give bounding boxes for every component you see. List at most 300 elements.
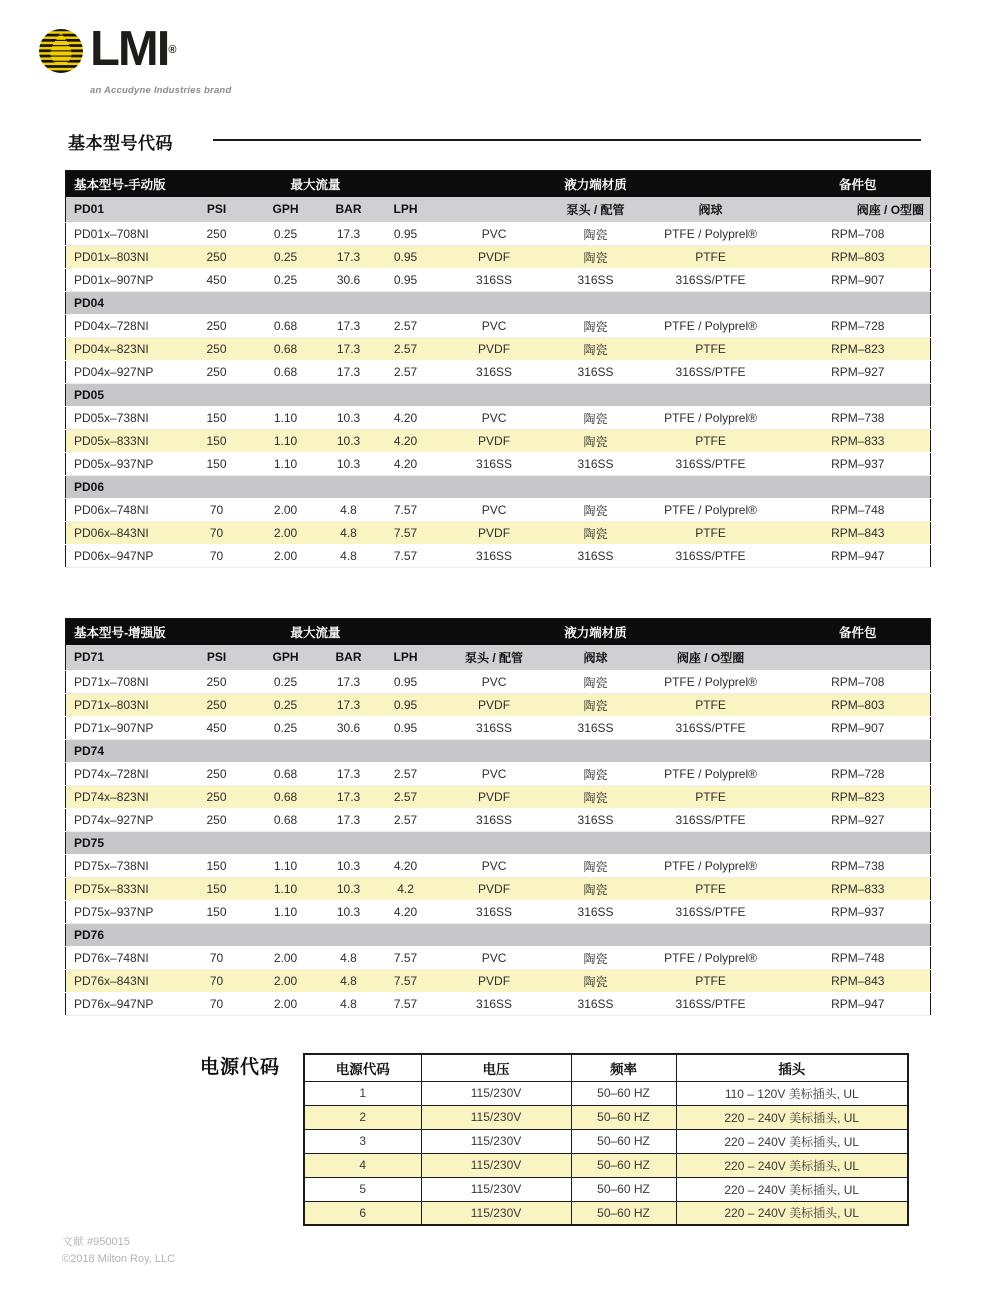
- value-cell: 陶瓷: [556, 855, 636, 878]
- value-cell: 陶瓷: [556, 407, 636, 430]
- power-row: [304, 1177, 908, 1201]
- table-row: [66, 694, 931, 717]
- value-cell: 17.3: [319, 763, 379, 786]
- value-cell: 0.68: [253, 338, 319, 361]
- value-cell: RPM–833: [786, 430, 931, 453]
- lmi-drop-icon: [38, 28, 84, 79]
- model-cell: PD04x–728NI: [66, 315, 181, 338]
- value-cell: 316SS: [433, 717, 556, 740]
- value-cell: PVC: [433, 499, 556, 522]
- footer-doc-number: 文献 #950015: [62, 1236, 130, 1248]
- value-cell: RPM–803: [786, 246, 931, 269]
- value-cell: 4.8: [319, 970, 379, 993]
- value-cell: RPM–708: [786, 671, 931, 694]
- model-cell: PD05x–833NI: [66, 430, 181, 453]
- power-value-cell: 220 – 240V 美标插头, UL: [676, 1153, 908, 1177]
- page-title: 基本型号代码: [68, 134, 173, 153]
- section-label: PD05: [66, 384, 931, 407]
- model-cell: PD04x–823NI: [66, 338, 181, 361]
- value-cell: 0.95: [379, 223, 433, 246]
- table-row: [66, 786, 931, 809]
- value-cell: 4.20: [379, 407, 433, 430]
- value-cell: 316SS: [556, 901, 636, 924]
- section-row: [66, 292, 931, 315]
- table-row: [66, 717, 931, 740]
- band-spacer: [636, 619, 786, 645]
- value-cell: 4.8: [319, 499, 379, 522]
- power-value-cell: 220 – 240V 美标插头, UL: [676, 1105, 908, 1129]
- value-cell: 4.20: [379, 430, 433, 453]
- value-cell: 10.3: [319, 855, 379, 878]
- value-cell: PVDF: [433, 522, 556, 545]
- value-cell: PTFE / Polyprel®: [636, 855, 786, 878]
- value-cell: 316SS: [433, 901, 556, 924]
- value-cell: 1.10: [253, 407, 319, 430]
- power-value-cell: 110 – 120V 美标插头, UL: [676, 1081, 908, 1105]
- value-cell: 70: [181, 947, 253, 970]
- power-value-cell: 115/230V: [421, 1081, 571, 1105]
- value-cell: 1.10: [253, 453, 319, 476]
- value-cell: PVC: [433, 763, 556, 786]
- model-cell: PD05x–738NI: [66, 407, 181, 430]
- value-cell: 0.95: [379, 717, 433, 740]
- model-cell: PD05x–937NP: [66, 453, 181, 476]
- section-label: PD76: [66, 924, 931, 947]
- value-cell: 陶瓷: [556, 970, 636, 993]
- power-value-cell: 50–60 HZ: [571, 1201, 676, 1225]
- value-cell: 250: [181, 763, 253, 786]
- value-cell: PVDF: [433, 338, 556, 361]
- value-cell: 4.2: [379, 878, 433, 901]
- section-label: PD06: [66, 476, 931, 499]
- table-row: [66, 901, 931, 924]
- lmi-wordmark: LMI®: [90, 22, 177, 76]
- table-row: [66, 855, 931, 878]
- value-cell: 150: [181, 878, 253, 901]
- table-row: [66, 269, 931, 292]
- value-cell: RPM–803: [786, 694, 931, 717]
- value-cell: 2.57: [379, 338, 433, 361]
- value-cell: PTFE / Polyprel®: [636, 763, 786, 786]
- value-cell: 70: [181, 970, 253, 993]
- band-series-label: 基本型号-增强版: [66, 619, 253, 645]
- column-header: [786, 645, 931, 671]
- value-cell: PTFE: [636, 878, 786, 901]
- value-cell: 450: [181, 717, 253, 740]
- value-cell: PTFE: [636, 970, 786, 993]
- model-table-enhanced: [65, 618, 931, 1016]
- value-cell: RPM–927: [786, 809, 931, 832]
- value-cell: PTFE: [636, 522, 786, 545]
- value-cell: 2.00: [253, 947, 319, 970]
- value-cell: 250: [181, 338, 253, 361]
- section-row: [66, 832, 931, 855]
- value-cell: 陶瓷: [556, 246, 636, 269]
- value-cell: 陶瓷: [556, 315, 636, 338]
- value-cell: PVC: [433, 407, 556, 430]
- value-cell: 450: [181, 269, 253, 292]
- value-cell: 0.95: [379, 671, 433, 694]
- value-cell: 0.95: [379, 694, 433, 717]
- value-cell: 2.00: [253, 522, 319, 545]
- value-cell: RPM–738: [786, 855, 931, 878]
- section-row: [66, 740, 931, 763]
- value-cell: 陶瓷: [556, 763, 636, 786]
- band-materials-label: 液力端材质: [556, 619, 636, 645]
- value-cell: 0.95: [379, 269, 433, 292]
- value-cell: RPM–937: [786, 901, 931, 924]
- value-cell: 250: [181, 786, 253, 809]
- section-row: [66, 924, 931, 947]
- value-cell: 10.3: [319, 430, 379, 453]
- band-materials-label: 液力端材质: [556, 171, 636, 197]
- value-cell: 陶瓷: [556, 947, 636, 970]
- value-cell: PTFE / Polyprel®: [636, 407, 786, 430]
- model-cell: PD74x–927NP: [66, 809, 181, 832]
- value-cell: 250: [181, 694, 253, 717]
- value-cell: PTFE: [636, 786, 786, 809]
- band-maxflow-label: 最大流量: [253, 171, 379, 197]
- value-cell: 70: [181, 522, 253, 545]
- value-cell: 10.3: [319, 407, 379, 430]
- value-cell: 316SS: [433, 453, 556, 476]
- title-rule: [213, 139, 921, 141]
- value-cell: RPM–937: [786, 453, 931, 476]
- value-cell: 0.68: [253, 361, 319, 384]
- value-cell: RPM–833: [786, 878, 931, 901]
- value-cell: RPM–927: [786, 361, 931, 384]
- value-cell: 4.20: [379, 453, 433, 476]
- value-cell: 0.68: [253, 809, 319, 832]
- value-cell: 2.00: [253, 545, 319, 568]
- value-cell: 4.20: [379, 901, 433, 924]
- value-cell: 1.10: [253, 855, 319, 878]
- value-cell: 17.3: [319, 809, 379, 832]
- value-cell: RPM–728: [786, 763, 931, 786]
- value-cell: 2.57: [379, 361, 433, 384]
- value-cell: 316SS: [433, 545, 556, 568]
- value-cell: 316SS: [556, 809, 636, 832]
- value-cell: 316SS: [433, 361, 556, 384]
- power-value-cell: 50–60 HZ: [571, 1081, 676, 1105]
- power-header-row: [304, 1054, 908, 1081]
- value-cell: PTFE / Polyprel®: [636, 223, 786, 246]
- power-value-cell: 50–60 HZ: [571, 1129, 676, 1153]
- value-cell: 10.3: [319, 878, 379, 901]
- value-cell: 0.68: [253, 315, 319, 338]
- value-cell: 4.8: [319, 545, 379, 568]
- power-row: [304, 1153, 908, 1177]
- value-cell: 316SS/PTFE: [636, 361, 786, 384]
- power-value-cell: 50–60 HZ: [571, 1177, 676, 1201]
- value-cell: RPM–738: [786, 407, 931, 430]
- power-row: [304, 1081, 908, 1105]
- value-cell: 250: [181, 246, 253, 269]
- value-cell: 7.57: [379, 545, 433, 568]
- power-code-cell: 2: [304, 1105, 421, 1129]
- model-cell: PD74x–728NI: [66, 763, 181, 786]
- power-value-cell: 115/230V: [421, 1153, 571, 1177]
- value-cell: 316SS/PTFE: [636, 453, 786, 476]
- value-cell: 陶瓷: [556, 694, 636, 717]
- value-cell: PTFE / Polyprel®: [636, 315, 786, 338]
- value-cell: 7.57: [379, 522, 433, 545]
- value-cell: PVC: [433, 315, 556, 338]
- model-cell: PD75x–738NI: [66, 855, 181, 878]
- value-cell: 1.10: [253, 430, 319, 453]
- value-cell: 316SS: [556, 717, 636, 740]
- band-spacer: [636, 171, 786, 197]
- value-cell: 2.57: [379, 809, 433, 832]
- table-row: [66, 671, 931, 694]
- value-cell: 250: [181, 671, 253, 694]
- power-value-cell: 115/230V: [421, 1129, 571, 1153]
- value-cell: 0.25: [253, 223, 319, 246]
- power-row: [304, 1201, 908, 1225]
- value-cell: PTFE: [636, 430, 786, 453]
- power-code-cell: 3: [304, 1129, 421, 1153]
- column-header: 泵头 / 配管: [556, 197, 636, 223]
- column-header-row: [66, 645, 931, 671]
- value-cell: 250: [181, 361, 253, 384]
- value-cell: PVDF: [433, 970, 556, 993]
- value-cell: PVDF: [433, 430, 556, 453]
- section-label: PD74: [66, 740, 931, 763]
- table-row: [66, 338, 931, 361]
- value-cell: RPM–728: [786, 315, 931, 338]
- column-header: LPH: [379, 645, 433, 671]
- table-row: [66, 453, 931, 476]
- value-cell: 7.57: [379, 947, 433, 970]
- value-cell: 4.8: [319, 947, 379, 970]
- value-cell: 陶瓷: [556, 522, 636, 545]
- value-cell: 150: [181, 855, 253, 878]
- section-row: [66, 384, 931, 407]
- lmi-tagline: an Accudyne Industries brand: [90, 85, 232, 96]
- value-cell: RPM–947: [786, 545, 931, 568]
- section-label: PD04: [66, 292, 931, 315]
- value-cell: PVC: [433, 671, 556, 694]
- band-series-label: 基本型号-手动版: [66, 171, 253, 197]
- power-value-cell: 115/230V: [421, 1201, 571, 1225]
- value-cell: RPM–748: [786, 947, 931, 970]
- power-code-label: 电源代码: [200, 1057, 281, 1078]
- power-value-cell: 50–60 HZ: [571, 1105, 676, 1129]
- value-cell: 316SS/PTFE: [636, 545, 786, 568]
- value-cell: 150: [181, 453, 253, 476]
- value-cell: RPM–843: [786, 970, 931, 993]
- value-cell: 陶瓷: [556, 430, 636, 453]
- footer-copyright: ©2018 Milton Roy, LLC: [62, 1252, 176, 1265]
- value-cell: 17.3: [319, 361, 379, 384]
- value-cell: RPM–823: [786, 786, 931, 809]
- value-cell: RPM–843: [786, 522, 931, 545]
- section-row: [66, 476, 931, 499]
- column-header: 阀座 / O型圈: [636, 645, 786, 671]
- column-header: 阀球: [556, 645, 636, 671]
- value-cell: 陶瓷: [556, 499, 636, 522]
- power-value-cell: 115/230V: [421, 1105, 571, 1129]
- value-cell: PVDF: [433, 694, 556, 717]
- section-label: PD75: [66, 832, 931, 855]
- value-cell: PVDF: [433, 246, 556, 269]
- table-row: [66, 223, 931, 246]
- value-cell: 10.3: [319, 453, 379, 476]
- table-row: [66, 993, 931, 1016]
- model-cell: PD01x–708NI: [66, 223, 181, 246]
- power-value-cell: 115/230V: [421, 1177, 571, 1201]
- value-cell: 17.3: [319, 671, 379, 694]
- table-row: [66, 430, 931, 453]
- value-cell: 250: [181, 315, 253, 338]
- power-column-header: 电源代码: [304, 1054, 421, 1081]
- value-cell: 316SS/PTFE: [636, 717, 786, 740]
- table-row: [66, 499, 931, 522]
- value-cell: PTFE / Polyprel®: [636, 499, 786, 522]
- power-row: [304, 1105, 908, 1129]
- value-cell: RPM–907: [786, 717, 931, 740]
- power-value-cell: 220 – 240V 美标插头, UL: [676, 1177, 908, 1201]
- power-code-cell: 6: [304, 1201, 421, 1225]
- power-code-cell: 4: [304, 1153, 421, 1177]
- value-cell: 316SS/PTFE: [636, 993, 786, 1016]
- band-spacer: [379, 619, 556, 645]
- value-cell: 316SS: [556, 269, 636, 292]
- column-header: [433, 197, 556, 223]
- value-cell: 陶瓷: [556, 223, 636, 246]
- value-cell: 70: [181, 545, 253, 568]
- value-cell: 150: [181, 901, 253, 924]
- value-cell: 2.57: [379, 786, 433, 809]
- value-cell: 2.57: [379, 763, 433, 786]
- value-cell: 316SS/PTFE: [636, 269, 786, 292]
- value-cell: 316SS: [556, 993, 636, 1016]
- power-code-cell: 1: [304, 1081, 421, 1105]
- value-cell: PTFE: [636, 338, 786, 361]
- value-cell: 17.3: [319, 338, 379, 361]
- value-cell: 30.6: [319, 717, 379, 740]
- power-value-cell: 220 – 240V 美标插头, UL: [676, 1129, 908, 1153]
- power-column-header: 频率: [571, 1054, 676, 1081]
- table-row: [66, 522, 931, 545]
- model-cell: PD71x–907NP: [66, 717, 181, 740]
- power-value-cell: 220 – 240V 美标插头, UL: [676, 1201, 908, 1225]
- power-column-header: 插头: [676, 1054, 908, 1081]
- value-cell: 316SS/PTFE: [636, 809, 786, 832]
- value-cell: 0.25: [253, 246, 319, 269]
- value-cell: 7.57: [379, 970, 433, 993]
- model-cell: PD75x–833NI: [66, 878, 181, 901]
- column-header: BAR: [319, 197, 379, 223]
- model-cell: PD01x–803NI: [66, 246, 181, 269]
- value-cell: 0.25: [253, 671, 319, 694]
- value-cell: 316SS: [433, 269, 556, 292]
- model-cell: PD76x–947NP: [66, 993, 181, 1016]
- table-row: [66, 315, 931, 338]
- value-cell: RPM–907: [786, 269, 931, 292]
- table-row: [66, 407, 931, 430]
- value-cell: 0.68: [253, 763, 319, 786]
- value-cell: 150: [181, 430, 253, 453]
- table-row: [66, 970, 931, 993]
- band-maxflow-label: 最大流量: [253, 619, 379, 645]
- value-cell: 17.3: [319, 694, 379, 717]
- value-cell: 0.95: [379, 246, 433, 269]
- value-cell: PVDF: [433, 786, 556, 809]
- column-header: 泵头 / 配管: [433, 645, 556, 671]
- value-cell: RPM–823: [786, 338, 931, 361]
- lmi-logo: [38, 22, 232, 96]
- value-cell: PVDF: [433, 878, 556, 901]
- value-cell: 17.3: [319, 246, 379, 269]
- value-cell: 316SS: [433, 993, 556, 1016]
- table-row: [66, 246, 931, 269]
- power-code-table: [303, 1053, 909, 1226]
- band-spares-label: 备件包: [786, 619, 931, 645]
- value-cell: 316SS/PTFE: [636, 901, 786, 924]
- power-code-cell: 5: [304, 1177, 421, 1201]
- value-cell: 1.10: [253, 878, 319, 901]
- value-cell: 17.3: [319, 315, 379, 338]
- band-spares-label: 备件包: [786, 171, 931, 197]
- value-cell: 0.68: [253, 786, 319, 809]
- value-cell: 150: [181, 407, 253, 430]
- power-column-header: 电压: [421, 1054, 571, 1081]
- value-cell: 4.20: [379, 855, 433, 878]
- column-header: BAR: [319, 645, 379, 671]
- power-row: [304, 1129, 908, 1153]
- value-cell: 1.10: [253, 901, 319, 924]
- value-cell: PVC: [433, 223, 556, 246]
- table-row: [66, 763, 931, 786]
- value-cell: 0.25: [253, 694, 319, 717]
- value-cell: 17.3: [319, 786, 379, 809]
- value-cell: 0.25: [253, 717, 319, 740]
- value-cell: 4.8: [319, 522, 379, 545]
- column-header: PD71: [66, 645, 181, 671]
- model-cell: PD04x–927NP: [66, 361, 181, 384]
- value-cell: 70: [181, 499, 253, 522]
- model-cell: PD71x–803NI: [66, 694, 181, 717]
- value-cell: 17.3: [319, 223, 379, 246]
- model-cell: PD71x–708NI: [66, 671, 181, 694]
- value-cell: PTFE / Polyprel®: [636, 947, 786, 970]
- value-cell: 2.00: [253, 499, 319, 522]
- value-cell: RPM–947: [786, 993, 931, 1016]
- model-cell: PD75x–937NP: [66, 901, 181, 924]
- value-cell: RPM–748: [786, 499, 931, 522]
- value-cell: 陶瓷: [556, 671, 636, 694]
- value-cell: PTFE / Polyprel®: [636, 671, 786, 694]
- value-cell: 7.57: [379, 993, 433, 1016]
- column-header-row: [66, 197, 931, 223]
- model-cell: PD74x–823NI: [66, 786, 181, 809]
- table-row: [66, 878, 931, 901]
- model-table-manual: [65, 170, 931, 568]
- registered-mark: ®: [168, 44, 177, 56]
- band-spacer: [379, 171, 556, 197]
- value-cell: 4.8: [319, 993, 379, 1016]
- value-cell: 316SS: [556, 545, 636, 568]
- table-row: [66, 361, 931, 384]
- column-header: 阀球: [636, 197, 786, 223]
- value-cell: 陶瓷: [556, 878, 636, 901]
- value-cell: RPM–708: [786, 223, 931, 246]
- column-header: PSI: [181, 197, 253, 223]
- table-row: [66, 947, 931, 970]
- column-header: GPH: [253, 197, 319, 223]
- value-cell: 250: [181, 809, 253, 832]
